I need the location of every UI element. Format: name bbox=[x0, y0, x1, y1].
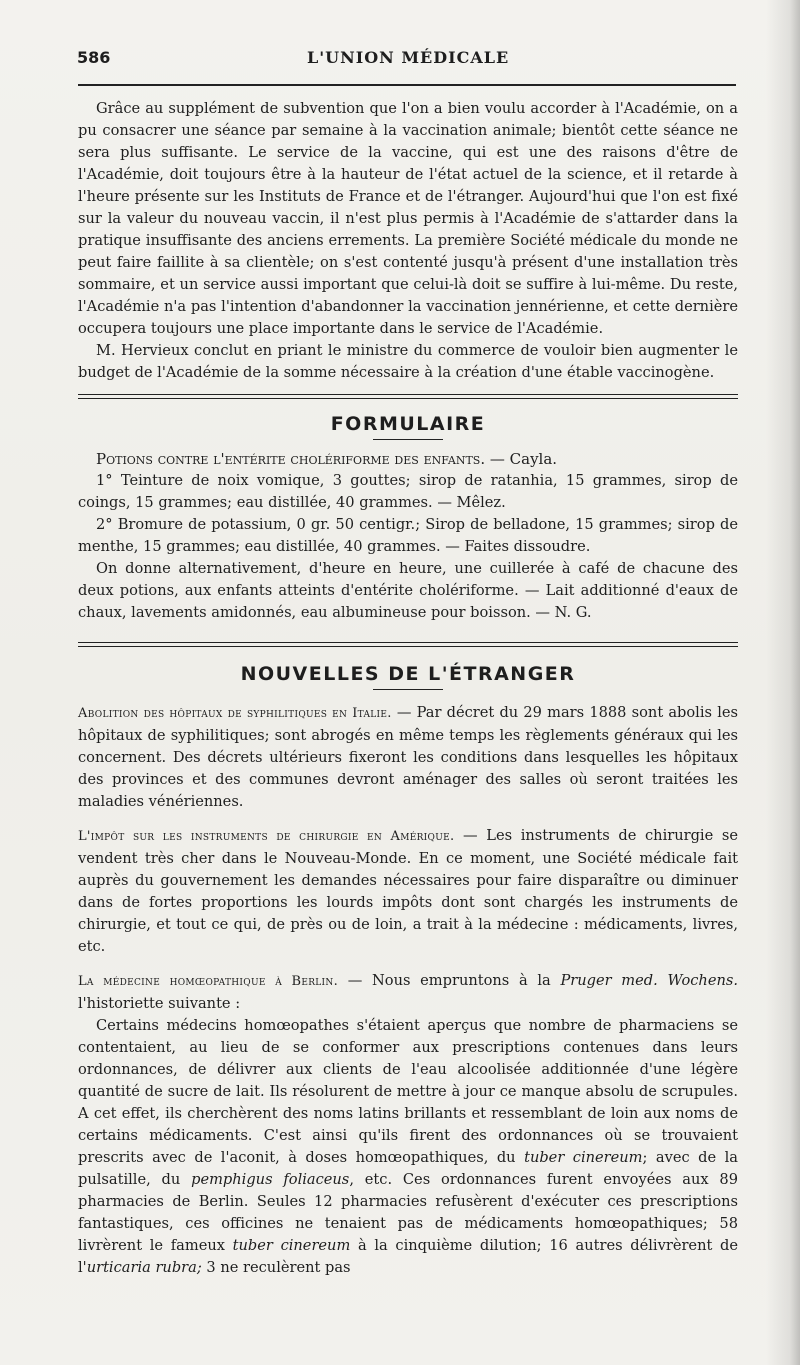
news-lead: Abolition des hôpitaux de syphilitiques en Italie. bbox=[78, 706, 392, 721]
news-paragraph bbox=[78, 1015, 738, 1279]
news-lead: La médecine homœopathique à Berlin. bbox=[78, 974, 339, 989]
heading-underline bbox=[373, 439, 443, 440]
news-text: l'historiette suivante : bbox=[78, 995, 241, 1012]
news-lead: L'impôt sur les instruments de chirurgie en Amérique. bbox=[78, 829, 455, 844]
news-text: — Nous empruntons à la bbox=[338, 972, 561, 989]
news-paragraph bbox=[78, 702, 738, 813]
formula-title bbox=[78, 448, 738, 470]
latin-term: urticaria rubra; bbox=[86, 1259, 202, 1276]
formula-item-2: 2° Bromure de potassium, 0 gr. 50 centigr.; Sirop de belladone, 15 grammes; sirop de menthe, 15 grammes; eau distillée, 40 grammes. — Faites dissoudre. bbox=[78, 516, 738, 555]
news-text: — Par décret du 29 mars 1888 sont abolis les hôpitaux de syphilitiques; sont abrogés en même temps les règlements généraux qui les concernent. Des décrets ultérieurs fixeront les conditions dans lesquelles les hôpitaux des provinces et des communes devront aménager des salles où seront traitées les maladies vénériennes. bbox=[78, 704, 738, 810]
section-divider bbox=[78, 642, 738, 647]
latin-term: pemphigus foliaceus bbox=[191, 1171, 350, 1188]
nouvelles-heading: NOUVELLES DE L'ÉTRANGER bbox=[240, 663, 576, 685]
formula-note: On donne alternativement, d'heure en heure, une cuillerée à café de chacune des deux potions, aux enfants atteints d'entérite cholériforme. — Lait additionné d'eaux de chaux, lavements amidonnés, eau albumineuse pour boisson. — N. G. bbox=[78, 560, 738, 621]
page-number: 586 bbox=[77, 48, 111, 67]
scan-shadow-edge bbox=[766, 0, 800, 1365]
news-text: — Les instruments de chirurgie se vendent très cher dans le Nouveau-Monde. En ce moment, une Société médicale fait auprès du gouvernement les demandes nécessaires pour faire disparaître ou diminuer dans de fortes proportions les lourds impôts dont sont chargés les instruments de chirurgie, et tout ce qui, de près ou de loin, a trait à la médecine : médicaments, livres, etc. bbox=[78, 827, 739, 955]
news-text: , etc. Ces ordonnances furent envoyées aux 89 pharmacies de Berlin. Seules 12 pharmacies refusèrent d'exécuter ces prescriptions fantastiques, ces officines ne tenaient pas de médicaments homœopathiques; 58 livrèrent le fameux bbox=[78, 1171, 738, 1254]
latin-term: tuber cinereum bbox=[524, 1149, 643, 1166]
news-text: 3 ne reculèrent pas bbox=[201, 1259, 351, 1276]
heading-underline bbox=[373, 689, 443, 690]
news-text: Certains médecins homœopathes s'étaient aperçus que nombre de pharmaciens se contentaient, au lieu de se conformer aux prescriptions contenues dans leurs ordonnances, de délivrer aux clients de l'eau alcoolisée additionnée d'une légère quantité de sucre de lait. Ils résolurent de mettre à jour ce manque absolu de scrupules. A cet effet, ils cherchèrent des noms latins brillants et ressemblant de loin aux noms de certains médicaments. C'est ainsi qu'ils firent des ordonnances où se trouvaient prescrits avec de l'aconit, à doses homœopathiques, du bbox=[78, 1017, 738, 1166]
running-title: L'UNION MÉDICALE bbox=[307, 48, 510, 67]
journal-title: Pruger med. Wochens. bbox=[560, 972, 738, 989]
page-body bbox=[78, 98, 738, 1279]
intro-paragraph-2: M. Hervieux conclut en priant le ministre du commerce de vouloir bien augmenter le budget de l'Académie de la somme nécessaire à la création d'une étable vaccinogène. bbox=[78, 342, 738, 381]
news-text: à la cinquième dilution; 16 autres délivrèrent de l' bbox=[78, 1237, 739, 1276]
news-item bbox=[78, 702, 738, 813]
formula-item-1: 1° Teinture de noix vomique, 3 gouttes; sirop de ratanhia, 15 grammes, sirop de coings, 15 grammes; eau distillée, 40 grammes. — Mêlez. bbox=[78, 472, 738, 511]
latin-term: tuber cinereum bbox=[232, 1237, 351, 1254]
formula-author: — Cayla. bbox=[489, 450, 558, 468]
news-text: ; avec de la pulsatille, du bbox=[78, 1149, 738, 1188]
news-item bbox=[78, 970, 738, 1279]
formulaire-heading: FORMULAIRE bbox=[330, 413, 486, 435]
intro-paragraph-1: Grâce au supplément de subvention que l'on a bien voulu accorder à l'Académie, on a pu consacrer une séance par semaine à la vaccination animale; bientôt cette séance ne sera plus suffisante. Le service de la vaccine, qui est une des raisons d'être de l'Académie, doit toujours être à la hauteur de l'état actuel de la science, et il retarde à l'heure présente sur les Instituts de France et de l'étranger. Aujourd'hui que l'on est fixé sur la valeur du nouveau vaccin, il n'est plus permis à l'Académie de s'attarder dans la pratique insuffisante des anciens errements. La première Société médicale du monde ne peut faire faillite à sa clientèle; on s'est contenté jusqu'à présent d'une installation très sommaire, et un service aussi important que celui-là doit se suffire à lui-même. Du reste, l'Académie n'a pas l'intention d'abandonner la vaccination jennérienne, et cette dernière occupera toujours une place importante dans le service de l'Académie. bbox=[78, 100, 738, 337]
formula-title-text: Potions contre l'entérite cholériforme des enfants. bbox=[96, 450, 486, 468]
news-paragraph bbox=[78, 970, 738, 1015]
news-paragraph bbox=[78, 825, 738, 958]
news-item bbox=[78, 825, 738, 958]
header-rule bbox=[78, 84, 736, 86]
page-header bbox=[77, 48, 737, 76]
section-divider bbox=[78, 394, 738, 399]
